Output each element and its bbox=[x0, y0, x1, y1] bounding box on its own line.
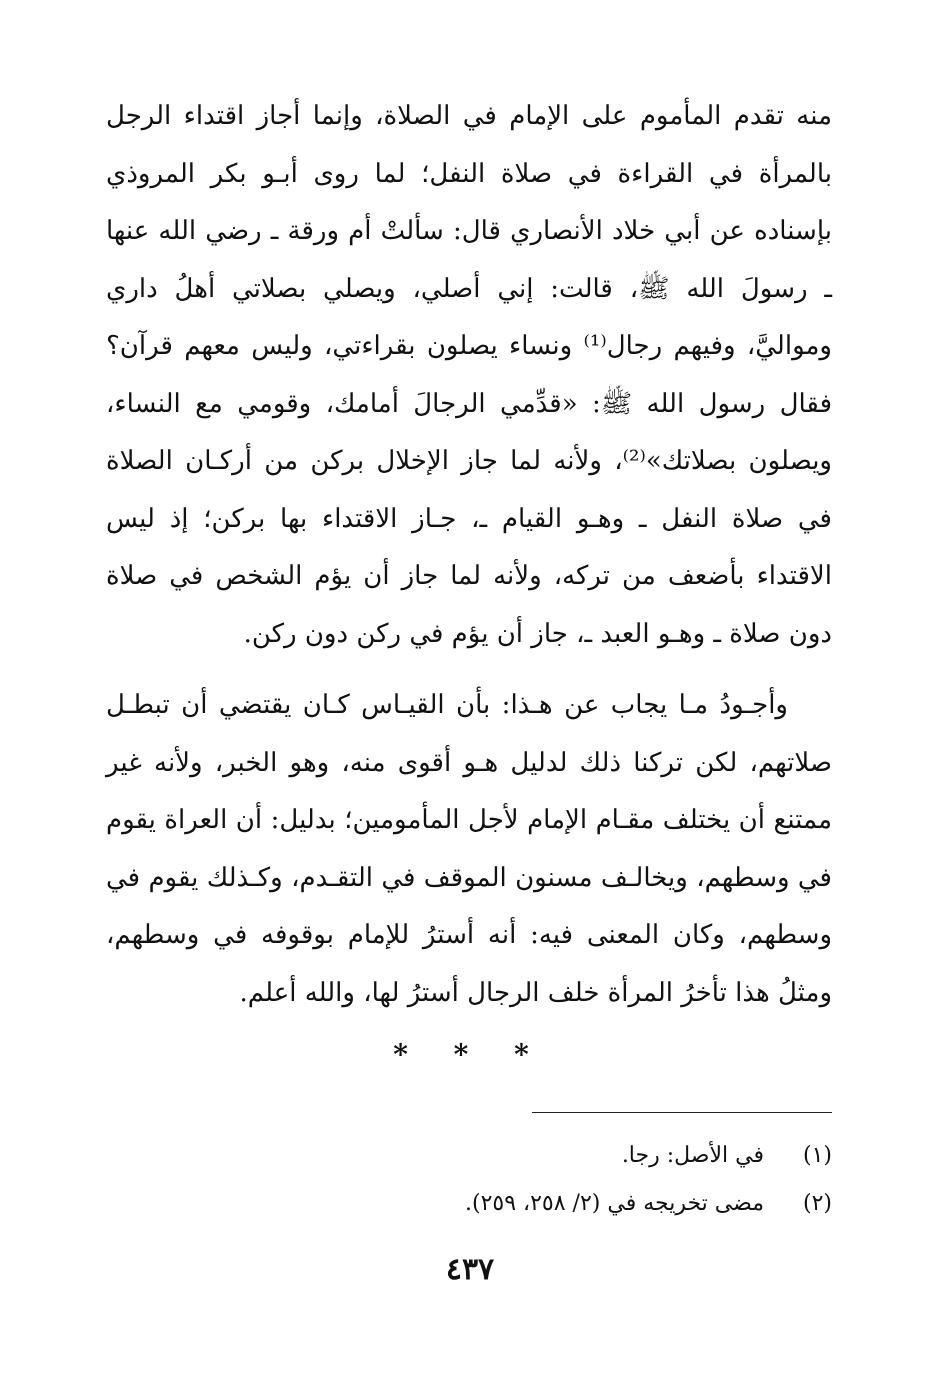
paragraph-1: منه تقدم المأموم على الإمام في الصلاة، وإنما أجاز اقتداء الرجل بالمرأة في القراءة في صلاة النفل؛ لما روى أبـو بكر المروذي بإسناده عن أبي خلاد الأنصاري قال: سألتْ أم ورقة ـ رضي الله عنها ـ رسولَ الله ﷺ، قالت: إني أصلي، ويصلي بصلاتي أهلُ داري ومواليَّ، وفيهم رجال⁽¹⁾ ونساء يصلون بقراءتي، وليس معهم قرآن؟ فقال رسول الله ﷺ: «قدِّمي الرجالَ أمامك، وقومي مع النساء، ويصلون بصلاتك»⁽²⁾، ولأنه لما جاز الإخلال بركن من أركـان الصلاة في صلاة النفل ـ وهـو القيام ـ، جـاز الاقتداء بها بركن؛ إذ ليس الاقتداء بأضعف من تركه، ولأنه لما جاز أن يؤم الشخص في صلاة دون صلاة ـ وهـو العبد ـ، جاز أن يؤم في ركن دون ركن. bbox=[106, 101, 832, 649]
section-separator: * * * bbox=[393, 1038, 547, 1071]
footnote-text: في الأصل: رجا. bbox=[621, 1143, 764, 1168]
footnote-number: (١) bbox=[802, 1143, 832, 1168]
footnote-1 bbox=[106, 1132, 832, 1180]
footnotes bbox=[106, 1132, 832, 1228]
page-number: ٤٣٧ bbox=[445, 1252, 495, 1287]
footnote-2 bbox=[106, 1180, 832, 1228]
paragraph-2: وأجـودُ مـا يجاب عن هـذا: بأن القيـاس كـان يقتضي أن تبطـل صلاتهم، لكن تركنا ذلك لدليل هـو أقوى منه، وهو الخبر، ولأنه غير ممتنع أن يختلف مقـام الإمام لأجل المأمومين؛ بدليل: أن العراة يقوم في وسطهم، ويخالـف مسنون الموقف في التقـدم، وكـذلك يقوم في وسطهم، وكان المعنى فيه: أنه أسترُ للإمام بوقوفه في وسطهم، ومثلُ هذا تأخرُ المرأة خلف الرجال أسترُ لها، والله أعلم. bbox=[106, 690, 832, 1008]
footnote-number: (٢) bbox=[802, 1191, 832, 1216]
footnote-text: مضى تخريجه في (٢/ ٢٥٨، ٢٥٩). bbox=[464, 1191, 764, 1216]
main-text bbox=[106, 88, 832, 1022]
footnote-divider bbox=[532, 1112, 832, 1113]
